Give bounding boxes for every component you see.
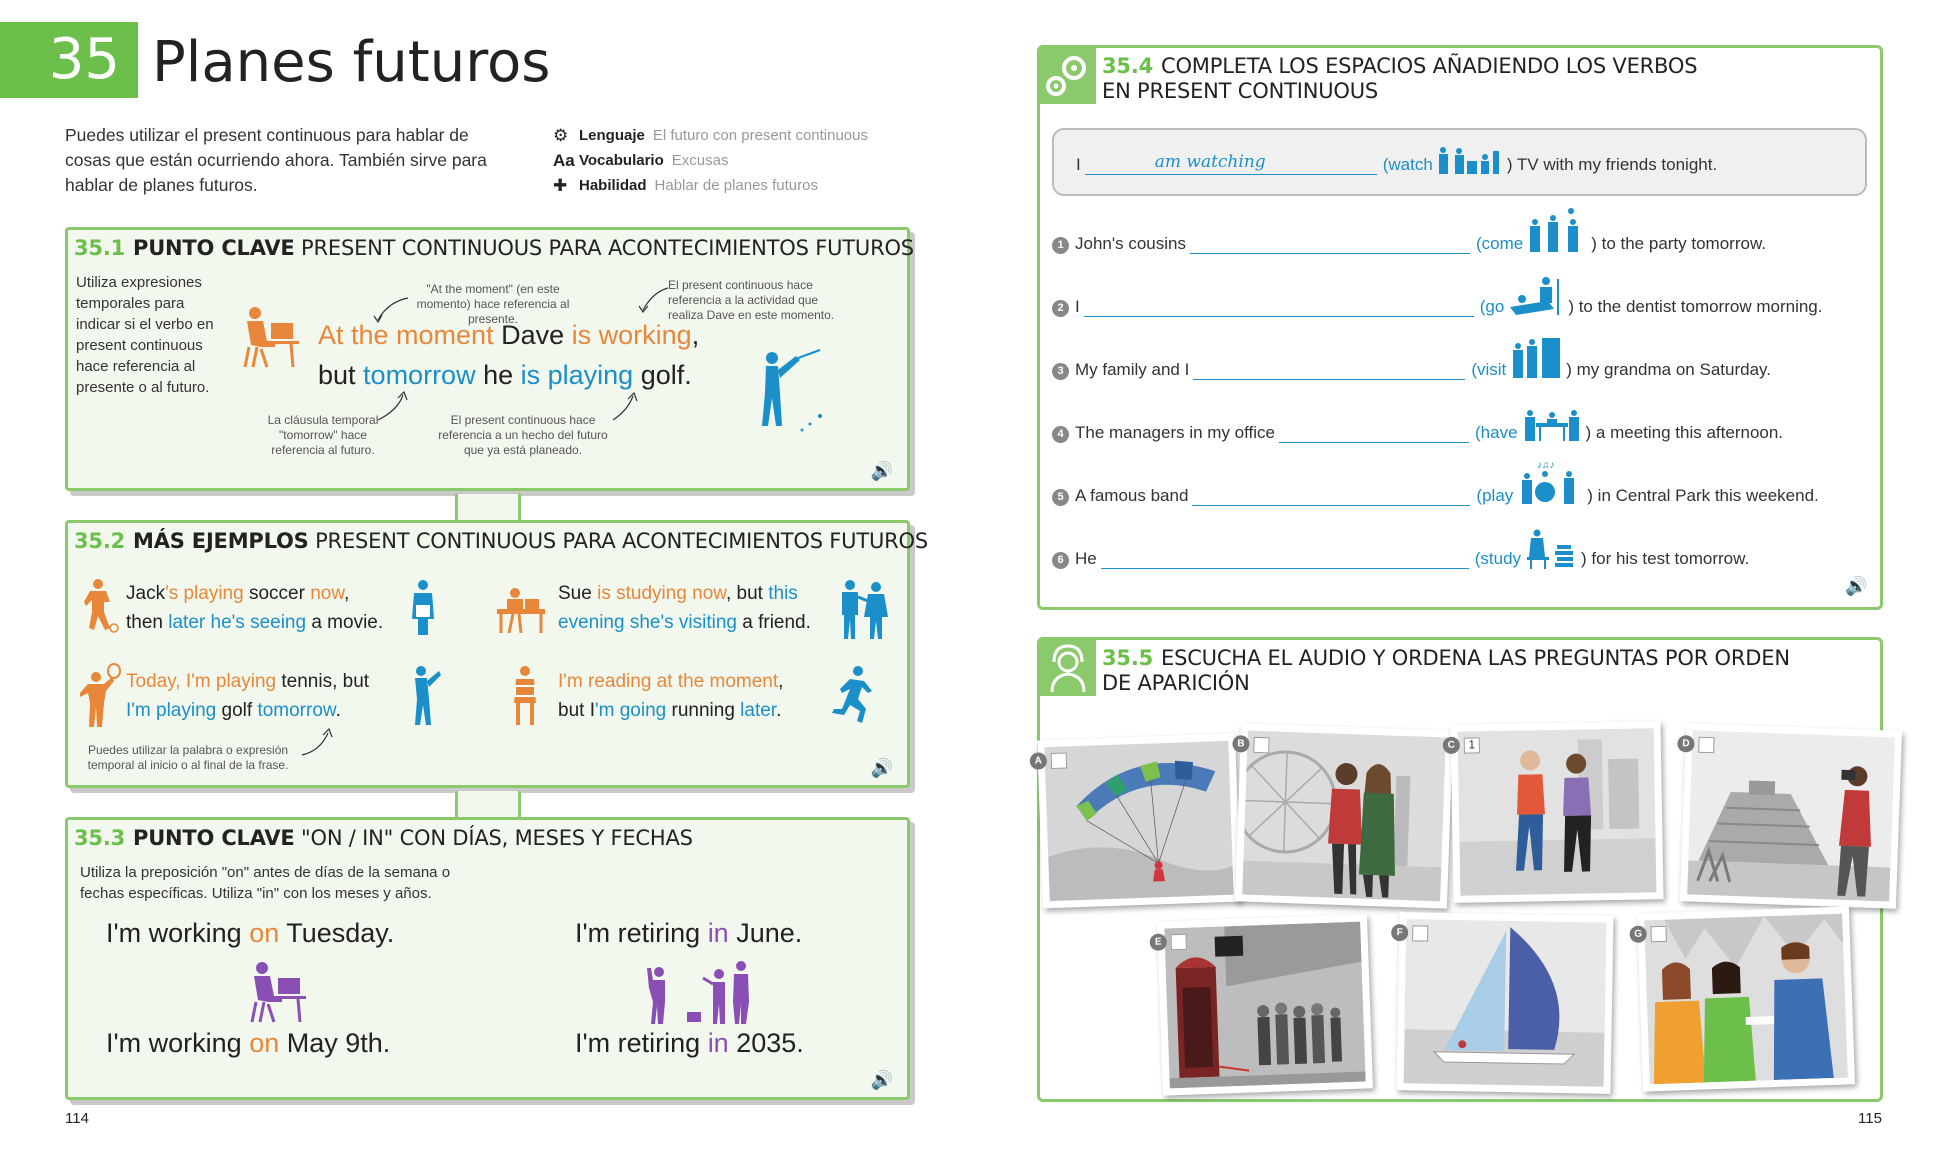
soccer-player-icon	[80, 578, 120, 634]
order-box[interactable]	[1412, 925, 1428, 941]
runner-icon	[828, 665, 878, 725]
sentence-line-2: but tomorrow he is playing golf.	[318, 360, 692, 390]
photo-letter: B	[1232, 735, 1250, 753]
studying-books-icon	[1525, 529, 1577, 569]
exercise-row-5: 5 A famous band (play ♪♫♪ ) in Central Park this weekend.	[1052, 476, 1832, 506]
paraglider-illustration	[1044, 741, 1233, 901]
photo-e-theater	[1154, 914, 1373, 1095]
photo-f-sailboat	[1396, 912, 1613, 1094]
studying-at-desk-icon	[493, 585, 549, 635]
example-answer: am watching	[1154, 152, 1266, 172]
photo-c-runners	[1447, 721, 1663, 903]
photo-d-pyramid	[1680, 723, 1902, 908]
meta-value: El futuro con present continuous	[652, 127, 868, 144]
panel-title: 35.5 ESCUCHA EL AUDIO Y ORDENA LAS PREGUNTAS POR ORDEN DE APARICIÓN	[1102, 646, 1790, 695]
headphones-icon	[1040, 640, 1096, 696]
photo-b-london	[1235, 723, 1453, 908]
panel-title: 35.4 COMPLETA LOS ESPACIOS AÑADIENDO LOS VERBOS EN PRESENT CONTINUOUS	[1102, 54, 1698, 103]
audio-speaker-icon[interactable]: 🔊	[1845, 576, 1868, 596]
example-2: Sue is studying now, but this evening she's visiting a friend.	[558, 583, 811, 633]
item-number: 4	[1052, 426, 1069, 443]
answer-blank[interactable]	[1192, 486, 1470, 506]
order-box[interactable]	[1698, 736, 1715, 753]
panel-35-1	[65, 227, 914, 491]
meta-row-vocabulario	[553, 148, 868, 173]
example-tuesday: I'm working on Tuesday.	[106, 918, 395, 948]
sentence-line-1: At the moment Dave is working,	[318, 320, 700, 350]
chapter-number: 35	[0, 22, 138, 98]
order-box[interactable]	[1051, 752, 1068, 769]
meta-value: Excusas	[671, 152, 729, 169]
svg-text:♪♫♪: ♪♫♪	[1537, 460, 1555, 471]
sailboat-illustration	[1404, 919, 1607, 1086]
answer-blank[interactable]	[1279, 423, 1469, 443]
pyramid-tourist-illustration	[1687, 731, 1895, 902]
answer-blank	[1085, 152, 1377, 175]
photo-g-market	[1634, 906, 1855, 1091]
two-friends-icon	[836, 579, 892, 641]
dentist-icon	[1508, 277, 1564, 317]
photo-letter: G	[1629, 925, 1647, 943]
meta-row-lenguaje	[553, 123, 868, 148]
annotation: El present continuous hace referencia a un hecho del futuro que ya está planeado.	[438, 413, 608, 457]
runners-illustration	[1458, 728, 1657, 895]
side-note: Utiliza expresiones temporales para indicar si el verbo en present continuous hace referencia al presente o al futuro.	[76, 274, 214, 396]
exercise-row-4: 4 The managers in my office (have ) a meeting this afternoon.	[1052, 413, 1832, 443]
item-number: 3	[1052, 363, 1069, 380]
audio-speaker-icon[interactable]: 🔊	[870, 1070, 893, 1090]
panel-35-3	[65, 817, 910, 1100]
visiting-family-icon	[1510, 336, 1562, 380]
intro-text: Puedes utilizar el present continuous para hablar de cosas que están ocurriendo ahora. También sirve para hablar de planes futuros.	[65, 125, 487, 195]
panel-35-2	[65, 520, 929, 788]
gear-icon: ⚙	[553, 126, 569, 145]
example-2035: I'm retiring in 2035.	[575, 1028, 804, 1058]
tennis-player-icon	[78, 663, 122, 729]
puzzle-icon: ✚	[553, 176, 568, 195]
example-june: I'm retiring in June.	[575, 918, 803, 948]
panel-title: 35.2 MÁS EJEMPLOS PRESENT CONTINUOUS PARA ACONTECIMIENTOS FUTUROS	[74, 529, 929, 553]
photo-a-paraglider	[1034, 734, 1241, 909]
aa-icon: Aa	[553, 151, 575, 170]
band-icon	[1517, 458, 1583, 506]
photo-letter: F	[1391, 924, 1408, 941]
example-may: I'm working on May 9th.	[106, 1028, 391, 1058]
meta-key: Lenguaje	[579, 127, 645, 144]
exercise-row-3: 3 My family and I (visit ) my grandma on Saturday.	[1052, 350, 1832, 380]
annotation: La cláusula temporal "tomorrow" hace referencia al futuro.	[267, 413, 379, 457]
answer-blank[interactable]	[1101, 549, 1469, 569]
meta-list	[553, 123, 868, 198]
meta-key: Vocabulario	[579, 152, 664, 169]
market-people-illustration	[1644, 914, 1848, 1085]
watching-tv-icon	[1437, 147, 1503, 175]
exercise-row-1: 1 John's cousins (come ) to the party tomorrow.	[1052, 224, 1832, 254]
item-number: 6	[1052, 552, 1069, 569]
photo-letter: A	[1030, 752, 1048, 770]
page-number-right: 115	[1858, 1110, 1882, 1127]
example-4: I'm reading at the moment, but I'm going running later.	[558, 671, 784, 721]
order-box[interactable]	[1253, 736, 1270, 753]
item-number: 5	[1052, 489, 1069, 506]
annotation: El present continuous hace referencia a la actividad que realiza Dave en este momento.	[668, 278, 835, 322]
item-number: 2	[1052, 300, 1069, 317]
description: Utiliza la preposición "on" antes de días de la semana o fechas específicas. Utiliza "in" con los meses y años.	[80, 864, 451, 902]
example-3: Today, I'm playing tennis, but I'm playing golf tomorrow.	[126, 671, 370, 721]
panel-title: 35.3 PUNTO CLAVE "ON / IN" CON DÍAS, MESES Y FECHAS	[74, 826, 693, 850]
item-number: 1	[1052, 237, 1069, 254]
theater-queue-illustration	[1164, 922, 1365, 1089]
panel-connector	[455, 494, 521, 520]
meta-value: Hablar de planes futuros	[654, 177, 818, 194]
golfer-icon	[738, 348, 828, 438]
order-box[interactable]: 1	[1464, 737, 1480, 753]
photo-letter: D	[1677, 735, 1695, 753]
exercise-row-6: 6 He (study ) for his test tomorrow.	[1052, 539, 1832, 569]
worker-at-desk-icon	[241, 305, 301, 371]
example-row: I am watching (watch ) TV with my friends tonight.	[1076, 145, 1856, 175]
chapter-title: Planes futuros	[152, 30, 551, 95]
gears-icon	[1040, 48, 1096, 104]
page-number-left: 114	[65, 1110, 89, 1127]
party-people-icon	[1527, 208, 1587, 254]
panel-title: 35.1 PUNTO CLAVE PRESENT CONTINUOUS PARA ACONTECIMIENTOS FUTUROS	[74, 236, 914, 260]
meta-key: Habilidad	[579, 177, 647, 194]
exercise-row-2: 2 I (go ) to the dentist tomorrow morning.	[1052, 287, 1832, 317]
retirement-people-icon	[643, 958, 763, 1026]
audio-speaker-icon[interactable]: 🔊	[870, 758, 893, 778]
answer-blank[interactable]	[1190, 234, 1470, 254]
photo-letter: C	[1443, 737, 1460, 754]
annotation: "At the moment" (en este momento) hace referencia al presente.	[416, 282, 570, 326]
annotation: Puedes utilizar la palabra o expresión temporal al inicio o al final de la frase.	[87, 743, 289, 772]
photo-letter: E	[1149, 933, 1167, 951]
cinema-person-icon	[408, 579, 438, 637]
worker-at-desk-icon	[248, 960, 308, 1026]
meta-row-habilidad	[553, 173, 868, 198]
answer-blank[interactable]	[1084, 297, 1474, 317]
answer-blank[interactable]	[1193, 360, 1465, 380]
panel-connector	[455, 791, 521, 817]
london-tourists-illustration	[1242, 731, 1446, 902]
meeting-icon	[1522, 409, 1582, 443]
order-box[interactable]	[1170, 933, 1187, 950]
reading-person-icon	[508, 665, 542, 727]
audio-speaker-icon[interactable]: 🔊	[870, 461, 893, 481]
example-1: Jack's playing soccer now, then later he's seeing a movie.	[126, 583, 384, 633]
golfer-small-icon	[403, 665, 443, 727]
arrows-graphic	[298, 723, 348, 763]
order-box[interactable]	[1650, 925, 1667, 942]
